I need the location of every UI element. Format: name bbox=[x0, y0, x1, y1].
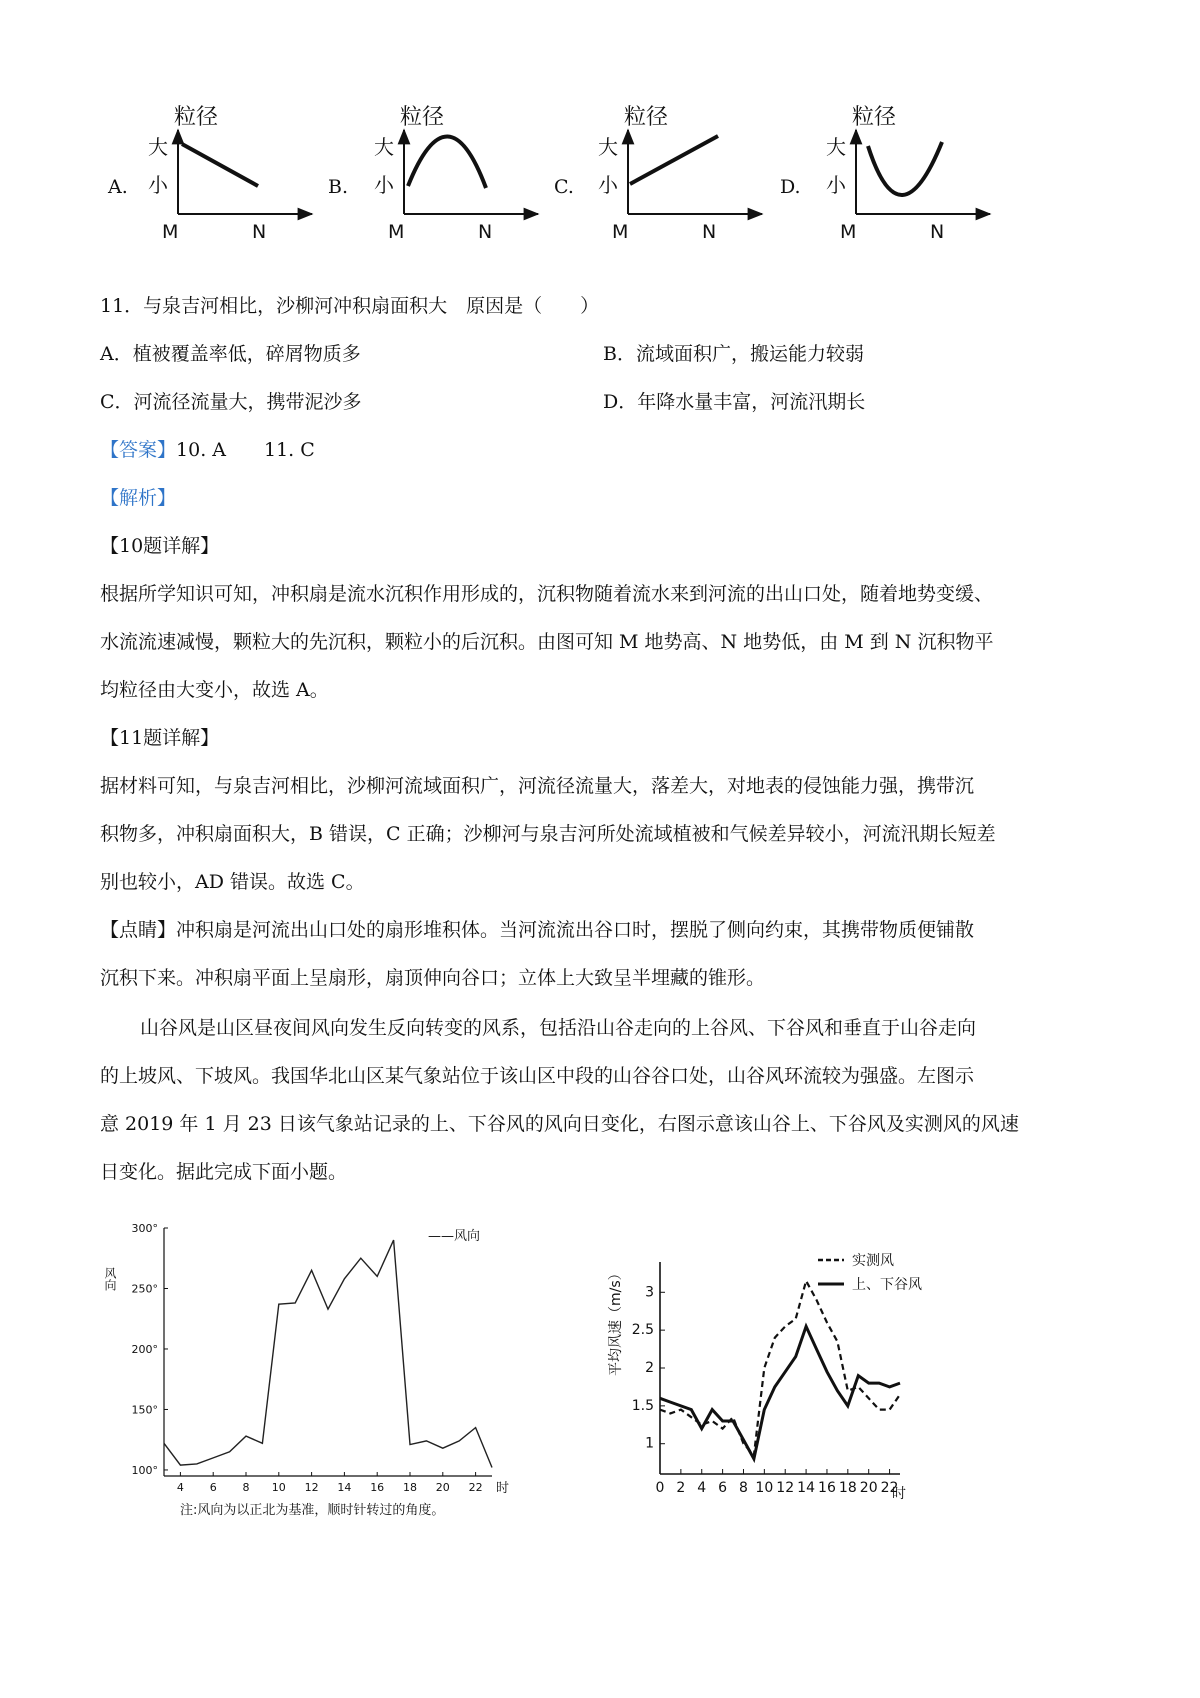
detail-11-line-1: 据材料可知，与泉吉河相比，沙柳河流域面积广，河流径流量大，落差大，对地表的侵蚀能力强，携带沉 bbox=[100, 775, 975, 797]
series-line-wind-direction bbox=[164, 1240, 492, 1467]
y-tick-label: 250° bbox=[131, 1282, 158, 1296]
y-tick-label: 200° bbox=[131, 1342, 158, 1356]
x-start-label: M bbox=[388, 221, 405, 243]
detail-10-line-2: 水流流速减慢，颗粒大的先沉积，颗粒小的后沉积。由图可知 M 地势高、N 地势低，由 M 到 N 沉积物平 bbox=[100, 631, 994, 653]
chart-note: 注:风向为以正北为基准，顺时针转过的角度。 bbox=[180, 1503, 445, 1518]
x-axis-unit: 时 bbox=[496, 1481, 510, 1496]
curve-increasing bbox=[630, 136, 718, 184]
wind-speed-chart bbox=[600, 1240, 1020, 1520]
option-d-letter: D. bbox=[780, 176, 801, 198]
x-tick-label: 14 bbox=[797, 1480, 816, 1496]
y-tick-label: 150° bbox=[131, 1403, 158, 1417]
x-tick-label: 8 bbox=[739, 1480, 748, 1496]
x-start-label: M bbox=[840, 221, 857, 243]
x-tick-label: 2 bbox=[676, 1480, 686, 1496]
answer-label: 【答案】 bbox=[100, 439, 177, 461]
y-axis-label: 风向 bbox=[103, 1267, 117, 1291]
material-line-4: 日变化。据此完成下面小题。 bbox=[100, 1161, 348, 1183]
x-axis-unit: 时 bbox=[892, 1486, 906, 1502]
y-title: 粒径 bbox=[400, 105, 445, 130]
legend-label-valley: 上、下谷风 bbox=[852, 1277, 922, 1293]
x-tick-label: 16 bbox=[818, 1480, 836, 1496]
x-tick-label: 14 bbox=[337, 1481, 352, 1494]
x-tick-label: 6 bbox=[209, 1481, 217, 1494]
option-d-graph bbox=[818, 96, 998, 256]
option-b-letter: B. bbox=[328, 176, 349, 198]
y-tick-label: 300° bbox=[131, 1222, 158, 1235]
y-big-label: 大 bbox=[374, 135, 394, 159]
curve-fall-then-rise bbox=[868, 142, 942, 195]
answer-text: 10. A 11. C bbox=[176, 439, 315, 461]
y-title: 粒径 bbox=[624, 105, 669, 130]
y-tick-label: 1 bbox=[645, 1435, 654, 1452]
q11-option-b: B．流域面积广，搬运能力较弱 bbox=[603, 343, 864, 365]
q11-option-c: C．河流径流量大，携带泥沙多 bbox=[100, 391, 362, 413]
x-tick-label: 22 bbox=[468, 1481, 483, 1494]
y-tick-label: 2.5 bbox=[631, 1322, 654, 1339]
option-c-graph bbox=[590, 96, 770, 256]
curve-rise-then-fall bbox=[408, 136, 486, 188]
detail-11-line-2: 积物多，冲积扇面积大，B 错误，C 正确；沙柳河与泉吉河所处流域植被和气候差异较小，河流汛期长短差 bbox=[100, 823, 996, 845]
y-title: 粒径 bbox=[174, 105, 219, 130]
series-line-measured-wind bbox=[660, 1281, 900, 1455]
x-tick-label: 20 bbox=[859, 1480, 878, 1496]
x-tick-label: 8 bbox=[242, 1481, 250, 1494]
x-tick-label: 16 bbox=[370, 1481, 385, 1494]
option-c-letter: C. bbox=[554, 176, 574, 198]
tip-line-2: 沉积下来。冲积扇平面上呈扇形，扇顶伸向谷口；立体上大致呈半埋藏的锥形。 bbox=[100, 967, 766, 989]
option-a-graph bbox=[140, 96, 320, 256]
option-a-letter: A. bbox=[108, 176, 128, 198]
x-tick-label: 18 bbox=[838, 1480, 857, 1496]
y-tick-label: 1.5 bbox=[631, 1397, 654, 1414]
y-small-label: 小 bbox=[598, 173, 618, 197]
x-tick-label: 20 bbox=[435, 1481, 450, 1494]
legend-label: ——风向 bbox=[428, 1229, 481, 1244]
x-tick-label: 4 bbox=[176, 1481, 184, 1494]
options-graphs bbox=[100, 96, 1050, 256]
y-big-label: 大 bbox=[148, 135, 168, 159]
detail-10-line-1: 根据所学知识可知，冲积扇是流水沉积作用形成的，沉积物随着流水来到河流的出山口处，随着地势变缓、 bbox=[100, 583, 994, 605]
analysis-label: 【解析】 bbox=[100, 487, 177, 509]
curve-decreasing bbox=[182, 144, 258, 186]
option-b-graph bbox=[366, 96, 546, 256]
legend-label-measured: 实测风 bbox=[852, 1253, 894, 1269]
answer-line bbox=[100, 438, 315, 462]
material-line-3: 意 2019 年 1 月 23 日该气象站记录的上、下谷风的风向日变化，右图示意该山谷上、下谷风及实测风的风速 bbox=[100, 1113, 1019, 1135]
y-axis-label: 平均风速（m/s） bbox=[608, 1266, 624, 1376]
q11-option-a: A．植被覆盖率低，碎屑物质多 bbox=[100, 343, 361, 365]
x-end-label: N bbox=[930, 221, 945, 243]
material-line-1: 山谷风是山区昼夜间风向发生反向转变的风系，包括沿山谷走向的上谷风、下谷风和垂直于山谷走向 bbox=[140, 1017, 977, 1039]
x-tick-label: 22 bbox=[880, 1480, 899, 1496]
q11-option-d: D．年降水量丰富，河流汛期长 bbox=[603, 391, 866, 413]
x-tick-label: 18 bbox=[403, 1481, 417, 1494]
q11-stem: 11．与泉吉河相比，沙柳河冲积扇面积大 原因是（ ） bbox=[100, 295, 600, 317]
tip-line-1: 【点睛】冲积扇是河流出山口处的扇形堆积体。当河流流出谷口时，摆脱了侧向约束，其携带物质便铺散 bbox=[100, 919, 975, 941]
x-tick-label: 10 bbox=[271, 1481, 286, 1494]
x-end-label: N bbox=[702, 221, 717, 243]
x-end-label: N bbox=[252, 221, 267, 243]
y-title: 粒径 bbox=[852, 105, 897, 130]
x-tick-label: 0 bbox=[655, 1480, 665, 1496]
detail-10-line-3: 均粒径由大变小，故选 A。 bbox=[100, 679, 329, 701]
x-tick-label: 4 bbox=[697, 1480, 707, 1496]
x-end-label: N bbox=[478, 221, 493, 243]
y-tick-label: 100° bbox=[131, 1463, 158, 1477]
detail-10-title: 【10题详解】 bbox=[100, 535, 220, 557]
series-line-valley-wind bbox=[660, 1326, 900, 1459]
y-tick-label: 3 bbox=[645, 1284, 654, 1301]
detail-11-title: 【11题详解】 bbox=[100, 727, 220, 749]
y-big-label: 大 bbox=[598, 135, 618, 159]
y-small-label: 小 bbox=[148, 173, 168, 197]
x-start-label: M bbox=[612, 221, 629, 243]
x-tick-label: 12 bbox=[776, 1480, 795, 1496]
wind-direction-chart bbox=[100, 1212, 520, 1522]
y-small-label: 小 bbox=[374, 173, 394, 197]
y-tick-label: 2 bbox=[645, 1360, 654, 1376]
y-small-label: 小 bbox=[826, 173, 846, 197]
x-tick-label: 10 bbox=[755, 1480, 774, 1496]
x-tick-label: 12 bbox=[304, 1481, 319, 1494]
y-big-label: 大 bbox=[826, 135, 846, 159]
x-tick-label: 6 bbox=[718, 1480, 728, 1496]
detail-11-line-3: 别也较小，AD 错误。故选 C。 bbox=[100, 871, 365, 893]
material-line-2: 的上坡风、下坡风。我国华北山区某气象站位于该山区中段的山谷谷口处，山谷风环流较为强盛。左图示 bbox=[100, 1065, 975, 1087]
x-start-label: M bbox=[162, 221, 179, 243]
